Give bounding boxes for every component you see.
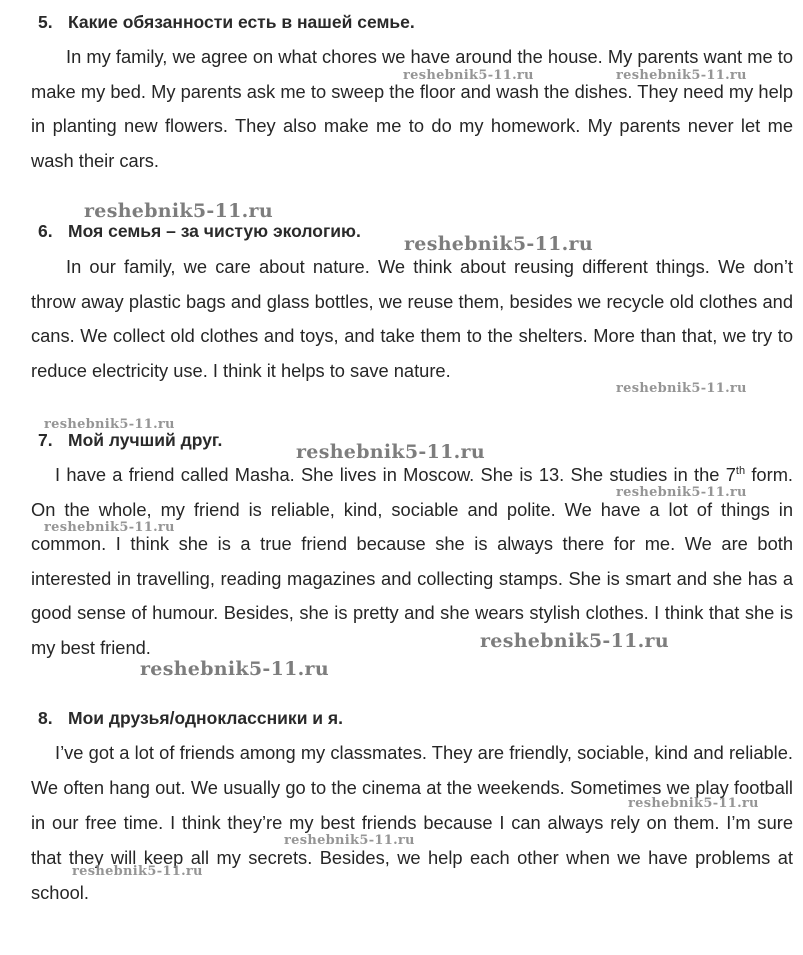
section-6-heading — [38, 221, 361, 242]
watermark: reshebnik5-11.ru — [44, 417, 175, 432]
section-8-paragraph: I’ve got a lot of friends among my classmates. They are friendly, sociable, kind and reliable. We often hang out. We usually go to the cinema at the weekends. Sometimes we play football in our free time. I think they’re my best friends because I can always rely on them. I’m sure that they will keep all my secrets. Besides, we help each other when we have problems at school. — [31, 742, 793, 903]
section-number: 7. — [38, 430, 53, 450]
watermark: reshebnik5-11.ru — [628, 796, 759, 811]
watermark: reshebnik5-11.ru — [616, 381, 747, 396]
section-6-paragraph: In our family, we care about nature. We think about reusing different things. We don’t throw away plastic bags and glass bottles, we reuse them, besides we recycle old clothes and cans. We collect old clothes and toys, and take them to the shelters. More than that, we try to reduce electricity use. I think it helps to save nature. — [31, 256, 793, 381]
watermark: reshebnik5-11.ru — [140, 658, 329, 680]
watermark: reshebnik5-11.ru — [72, 864, 203, 879]
watermark: reshebnik5-11.ru — [404, 233, 593, 255]
section-title: Мой лучший друг. — [68, 430, 223, 450]
watermark: reshebnik5-11.ru — [403, 68, 534, 83]
section-5-paragraph: In my family, we agree on what chores we have around the house. My parents want me to make my bed. My parents ask me to sweep the floor and wash the dishes. They need my help in planting new flowers. They also make me to do my homework. My parents never let me wash their cars. — [31, 46, 793, 171]
watermark: reshebnik5-11.ru — [284, 833, 415, 848]
section-title: Мои друзья/одноклассники и я. — [68, 708, 344, 728]
section-8-heading — [38, 708, 343, 729]
watermark: reshebnik5-11.ru — [296, 441, 485, 463]
section-7-heading — [38, 430, 222, 451]
ordinal-suffix: th — [735, 464, 746, 477]
section-number: 5. — [38, 12, 53, 32]
section-number: 6. — [38, 221, 53, 241]
watermark: reshebnik5-11.ru — [616, 485, 747, 500]
section-title: Моя семья – за чистую экологию. — [68, 221, 361, 241]
section-5-heading — [38, 12, 415, 33]
paragraph-text-part-1: I have a friend called Masha. She lives in Moscow. She is 13. She studies in the 7 — [55, 464, 736, 485]
watermark: reshebnik5-11.ru — [480, 630, 669, 652]
watermark: reshebnik5-11.ru — [616, 68, 747, 83]
watermark: reshebnik5-11.ru — [84, 200, 273, 222]
paragraph-text-part-2: form. On the whole, my friend is reliable, kind, sociable and polite. We have a lot of things in common. I think she is a true friend because she is always there for me. We are both interested in travelling, reading magazines and collecting stamps. She is smart and she has a good sense of humour. Besides, she is pretty and she wears stylish clothes. I think that she is my best friend. — [31, 464, 793, 658]
watermark: reshebnik5-11.ru — [44, 520, 175, 535]
section-number: 8. — [38, 708, 53, 728]
section-title: Какие обязанности есть в нашей семье. — [68, 12, 415, 32]
